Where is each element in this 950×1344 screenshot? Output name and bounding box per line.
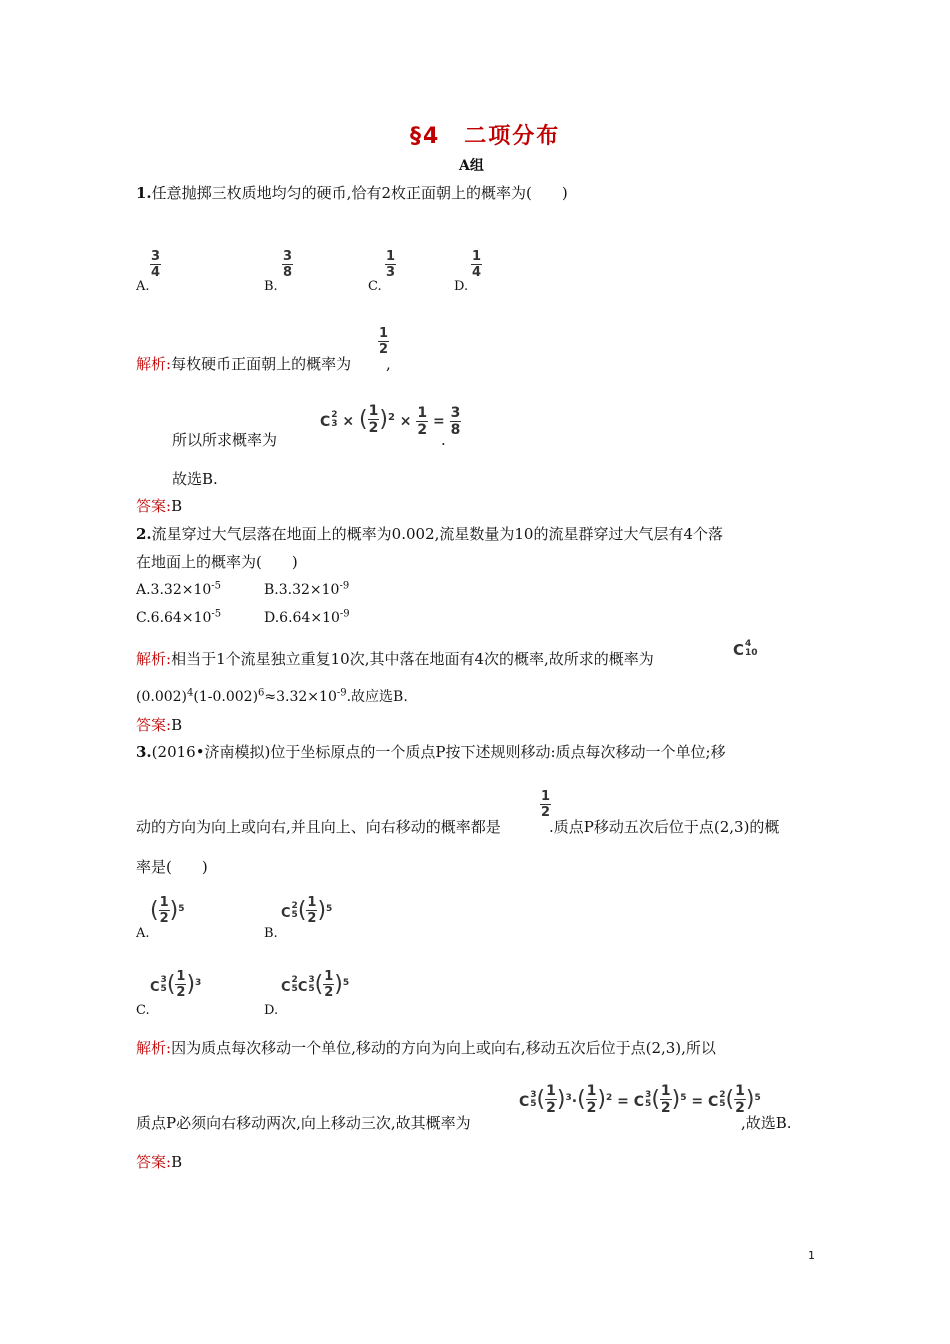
option-d-fraction: $\frac{1}{4}$ xyxy=(472,249,482,280)
group-label: A组 xyxy=(459,158,484,174)
comma: , xyxy=(386,355,391,373)
solution-1-line-1: 解析:每枚硬币正面朝上的概率为 xyxy=(136,355,352,373)
page-number: 1 xyxy=(808,1249,815,1262)
question-3-line-1: 3.(2016•济南模拟)位于坐标原点的一个质点P按下述规则移动:质点每次移动一个单位;移 xyxy=(136,743,726,761)
option-a-formula: ( $\frac{1}{2}$ ) $^5$ xyxy=(150,895,185,926)
option-c-letter: C. xyxy=(368,279,382,294)
solution-1-line-3: 故选B. xyxy=(172,470,218,488)
answer-3: 答案:B xyxy=(136,1153,183,1171)
solution-2-line-1: 解析:相当于1个流星独立重复10次,其中落在地面有4次的概率,故所求的概率为 xyxy=(136,650,654,668)
question-3-line-3: 率是( ) xyxy=(136,858,208,876)
option-a-letter: A. xyxy=(136,926,150,941)
question-3-line-2b: .质点P移动五次后位于点(2,3)的概 xyxy=(549,818,780,836)
solution-2-line-2: $(0.002)^4(1-0.002)^6\approx 3.32\times 10^{-9}$.故应选B. xyxy=(136,687,408,705)
question-2-line-1: 2.流星穿过大气层落在地面上的概率为0.002,流星数量为10的流星群穿过大气层有4个落 xyxy=(136,525,724,543)
option-d: $D.6.64\times 10^{-9}$ xyxy=(264,608,350,626)
solution-1-line-2: 所以所求概率为 xyxy=(172,431,278,449)
option-c-fraction: $\frac{1}{3}$ xyxy=(386,249,396,280)
solution-3-end: ,故选B. xyxy=(741,1114,792,1132)
option-d-letter: D. xyxy=(264,1003,279,1018)
question-2-line-2: 在地面上的概率为( ) xyxy=(136,553,298,571)
question-1 xyxy=(136,186,568,201)
half-fraction-q3: $\frac{1}{2}$ xyxy=(541,789,551,820)
question-3-line-2a: 动的方向为向上或向右,并且向上、向右移动的概率都是 xyxy=(136,818,501,836)
option-a-fraction: $\frac{3}{4}$ xyxy=(151,249,161,280)
solution-3-line-1: 解析:因为质点每次移动一个单位,移动的方向为向上或向右,移动五次后位于点(2,3),所以 xyxy=(136,1039,716,1057)
option-b-letter: B. xyxy=(264,926,278,941)
answer-2: 答案:B xyxy=(136,716,183,734)
half-fraction: $\frac{1}{2}$ xyxy=(379,326,389,357)
solution-1-formula: C 2 3 × ( $\frac{1}{2}$ ) $^2$ × $\frac{1}{2}$ = $\frac{3}{8}$ xyxy=(320,403,461,438)
option-d-formula: C 2 5 C 3 5 ( $\frac{1}{2}$ ) $^5$ xyxy=(281,969,350,1000)
page-title: §4 二项分布 xyxy=(410,124,561,149)
option-a-letter: A. xyxy=(136,279,150,294)
solution-3-formula: C 3 5 ( $\frac{1}{2}$ ) $^3$· ( $\frac{1}{2}$ ) $^2$ = C 3 5 ( $\frac{1}{2}$ ) $^5$ = C 2 5 ( $\frac{1}{2}$ ) $^5$ xyxy=(519,1083,761,1116)
answer-1: 答案:B xyxy=(136,497,183,515)
question-number: 1. xyxy=(136,184,152,202)
period: . xyxy=(441,431,446,449)
solution-3-line-2: 质点P必须向右移动两次,向上移动三次,故其概率为 xyxy=(136,1114,471,1132)
option-a: $A.3.32\times 10^{-5}$ xyxy=(136,580,222,598)
option-d-letter: D. xyxy=(454,279,469,294)
option-c-formula: C 3 5 ( $\frac{1}{2}$ ) $^3$ xyxy=(150,969,202,1000)
option-b-fraction: $\frac{3}{8}$ xyxy=(283,249,293,280)
option-b: $B.3.32\times 10^{-9}$ xyxy=(264,580,350,598)
binomial-c10-4: C 4 10 xyxy=(733,639,758,659)
option-b-formula: C 2 5 ( $\frac{1}{2}$ ) $^5$ xyxy=(281,895,333,926)
option-c-letter: C. xyxy=(136,1003,150,1018)
question-text: 任意抛掷三枚质地均匀的硬币,恰有2枚正面朝上的概率为( ) xyxy=(151,184,568,202)
option-b-letter: B. xyxy=(264,279,278,294)
option-c: $C.6.64\times 10^{-5}$ xyxy=(136,608,222,626)
